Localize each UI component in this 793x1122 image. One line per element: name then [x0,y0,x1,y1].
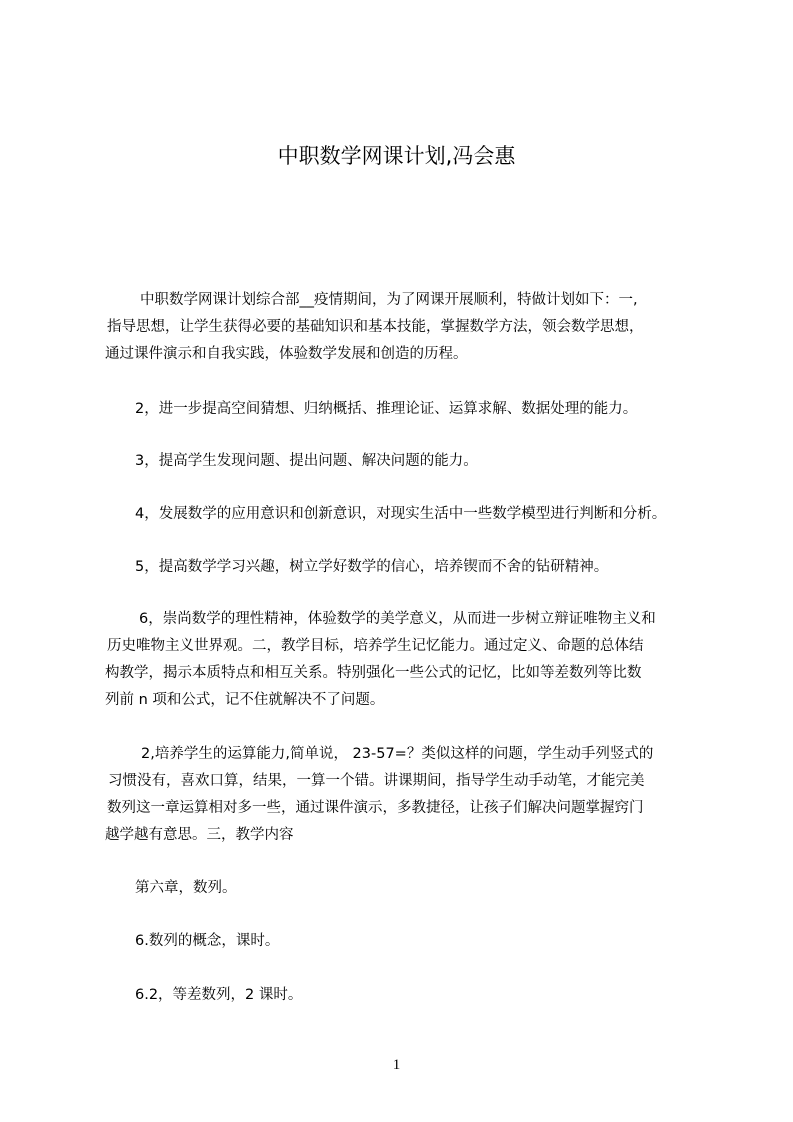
text-line: 2,培养学生的运算能力,简单说， 23-57=？类似这样的问题，学生动手列竖式的 [141,746,654,762]
text-line: 第六章，数列。 [135,880,237,896]
text-line: 构教学，揭示本质特点和相互关系。特别强化一些公式的记忆，比如等差数列等比数 [105,665,642,681]
text-line: 6.2，等差数列，2 课时。 [135,987,303,1003]
page-number: 1 [392,1057,401,1073]
text-line: 6.数列的概念，课时。 [135,933,280,949]
text-line: 列前 n 项和公式，记不住就解决不了问题。 [105,692,385,708]
text-line: 中职数学网课计划综合部__疫情期间，为了网课开展顺利，特做计划如下：一, [140,292,638,308]
text-line: 通过课件演示和自我实践，体验数学发展和创造的历程。 [105,346,468,362]
text-line: 6，崇尚数学的理性精神，体验数学的美学意义，从而进一步树立辩证唯物主义和 [139,611,656,627]
text-line: 越学越有意思。三，教学内容 [105,827,294,843]
text-line: 3，提高学生发现问题、提出问题、解决问题的能力。 [135,453,478,469]
text-line: 数列这一章运算相对多一些，通过课件演示，多教捷径，让孩子们解决问题掌握窍门 [107,800,644,816]
text-line: 指导思想，让学生获得必要的基础知识和基本技能，掌握数学方法，领会数学思想， [107,319,644,335]
document-title: 中职数学网课计划,冯会惠 [277,144,516,168]
text-line: 4，发展数学的应用意识和创新意识，对现实生活中一些数学模型进行判断和分析。 [135,506,667,522]
text-line: 2，进一步提高空间猜想、归纳概括、推理论证、运算求解、数据处理的能力。 [135,401,638,417]
text-line: 5，提高数学学习兴趣，树立学好数学的信心，培养锲而不舍的钻研精神。 [135,559,609,575]
text-line: 历史唯物主义世界观。二，教学目标，培养学生记忆能力。通过定义、命题的总体结 [107,638,644,654]
text-line: 习惯没有，喜欢口算，结果，一算一个错。讲课期间，指导学生动手动笔，才能完美 [108,773,645,789]
